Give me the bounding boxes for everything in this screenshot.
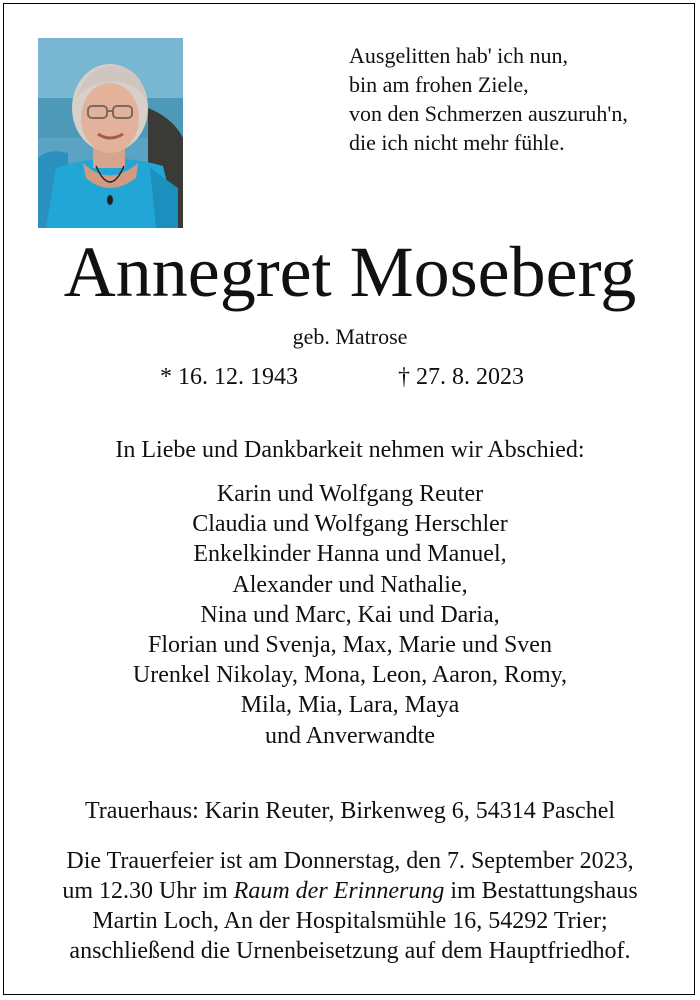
mourners-list: [0, 479, 700, 751]
portrait-photo: [38, 38, 183, 228]
mourner-line: Alexander und Nathalie,: [232, 571, 468, 598]
mourner-line: Enkelkinder Hanna und Manuel,: [193, 541, 507, 568]
mourner-line: Claudia und Wolfgang Herschler: [192, 511, 508, 538]
mourner-line: Mila, Mia, Lara, Maya: [240, 692, 460, 719]
service-text: im Bestattungshaus: [444, 878, 638, 904]
service-text: um 12.30 Uhr im: [62, 878, 234, 904]
mourner-line: Karin und Wolfgang Reuter: [216, 481, 484, 507]
funeral-service-info: [0, 846, 700, 966]
mourner-line: Nina und Marc, Kai und Daria,: [200, 601, 500, 628]
mourner-line: Florian und Svenja, Max, Marie und Sven: [148, 632, 552, 659]
birth-date: * 16. 12. 1943: [160, 364, 298, 390]
service-line: [0, 876, 700, 906]
mourner-line: und Anverwandte: [265, 722, 435, 749]
death-date: † 27. 8. 2023: [398, 364, 524, 390]
poem-line: Ausgelitten hab' ich nun,: [349, 43, 569, 68]
service-line: Die Trauerfeier ist am Donnerstag, den 7. September 2023,: [66, 848, 634, 874]
poem-line: bin am frohen Ziele,: [349, 72, 529, 97]
mourning-house: Trauerhaus: Karin Reuter, Birkenweg 6, 54314 Paschel: [84, 798, 616, 824]
deceased-name: Annegret Moseberg: [63, 232, 637, 312]
poem-line: die ich nicht mehr fühle.: [349, 130, 565, 155]
venue-room-name: Raum der Erinnerung: [233, 878, 445, 904]
poem: [349, 41, 628, 157]
farewell-intro: In Liebe und Dankbarkeit nehmen wir Abschied:: [115, 437, 585, 463]
maiden-name: geb. Matrose: [292, 324, 408, 349]
mourner-line: Urenkel Nikolay, Mona, Leon, Aaron, Romy,: [132, 662, 568, 689]
poem-line: von den Schmerzen auszuruh'n,: [349, 101, 628, 126]
service-line: Martin Loch, An der Hospitalsmühle 16, 54292 Trier;: [92, 908, 608, 934]
service-line: anschließend die Urnenbeisetzung auf dem Hauptfriedhof.: [69, 938, 631, 964]
